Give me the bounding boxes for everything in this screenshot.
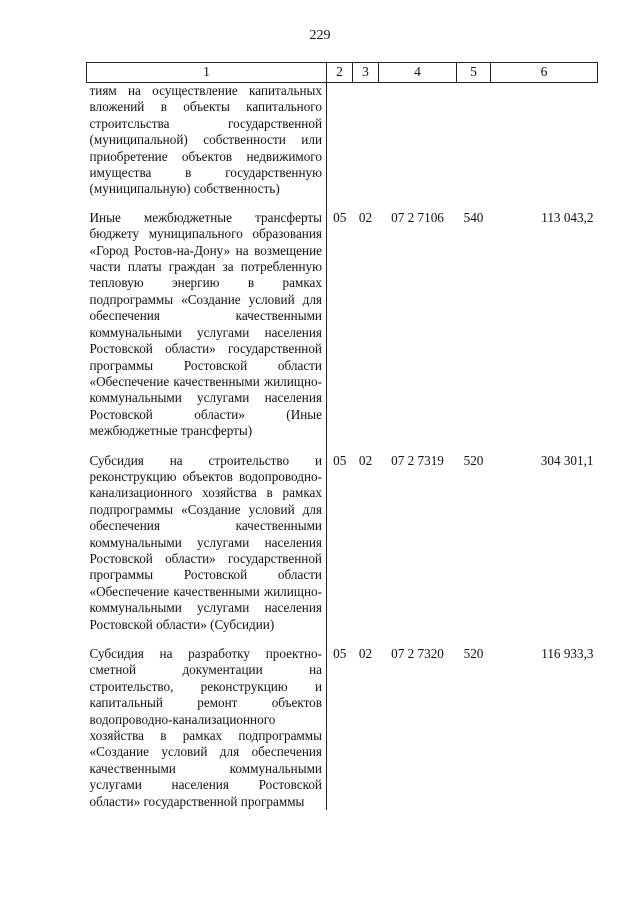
header-col-4: 4 — [379, 63, 457, 83]
header-row — [87, 63, 598, 83]
table-row — [87, 453, 598, 646]
row-description: Субсидия на строительство и реконструкцию объектов водопроводно-канализационного хозяйства в рамках подпрограммы «Создание условий для обеспечения качественными коммунальными услугами населения Ростовской области» государственной программы Ростовской области «Обеспечение качественными жилищно-коммунальными услугами населения Ростовской области» (Субсидии) — [87, 453, 327, 646]
row-amount — [491, 83, 598, 210]
row-amount: 113 043,2 — [541, 209, 594, 225]
row-expense-type: 520 — [463, 452, 484, 468]
table-header — [87, 63, 598, 83]
row-description: Субсидия на разработку проектно-сметной документации на строительство, реконструкцию и капитальный ремонт объектов водопроводно-канализационного хозяйства в рамках подпрограммы «Создание условий для обеспечения качественными коммунальными услугами населения Ростовской области» государственной программы — [87, 646, 327, 810]
row-section: 05 — [333, 452, 347, 468]
row-target-code: 07 2 7106 — [391, 209, 444, 225]
row-description: Иные межбюджетные трансферты бюджету муниципального образования «Город Ростов-на-Дону» на возмещение части платы граждан за потребленную тепловую энергию в рамках подпрограммы «Создание условий для обеспечения качественными коммунальными услугами населения Ростовской области» государственной программы Ростовской области «Обеспечение качественными жилищно-коммунальными услугами населения Ростовской области» (Иные межбюджетные трансферты) — [87, 210, 327, 453]
row-target-code — [379, 83, 457, 210]
row-section — [327, 83, 353, 210]
row-expense-type — [457, 83, 491, 210]
header-col-2: 2 — [327, 63, 353, 83]
row-section: 05 — [333, 209, 347, 225]
row-target-code: 07 2 7320 — [391, 646, 444, 661]
header-col-1: 1 — [87, 63, 327, 83]
row-subsection: 02 — [358, 646, 373, 661]
row-subsection: 02 — [358, 209, 373, 225]
row-target-code: 07 2 7319 — [391, 452, 444, 468]
header-col-6: 6 — [491, 63, 598, 83]
table-row — [87, 646, 598, 810]
table-row — [87, 83, 598, 210]
budget-table — [86, 62, 598, 810]
page-number: 229 — [309, 28, 331, 43]
header-col-5: 5 — [457, 63, 491, 83]
row-description: тиям на осуществление капитальных вложений в объекты капитального строитсльства государственной (муниципальной) собственности или приобретение объектов недвижимого имущества в государственную (муниципальную) собственность) — [87, 83, 327, 210]
row-amount: 116 933,3 — [541, 646, 594, 661]
row-amount: 304 301,1 — [540, 452, 594, 468]
row-section: 05 — [333, 646, 347, 661]
row-subsection — [353, 83, 379, 210]
table-body — [87, 83, 598, 811]
row-subsection: 02 — [358, 452, 373, 468]
header-col-3: 3 — [353, 63, 379, 83]
table-row — [87, 210, 598, 453]
row-expense-type: 520 — [463, 646, 484, 661]
row-expense-type: 540 — [463, 209, 484, 225]
